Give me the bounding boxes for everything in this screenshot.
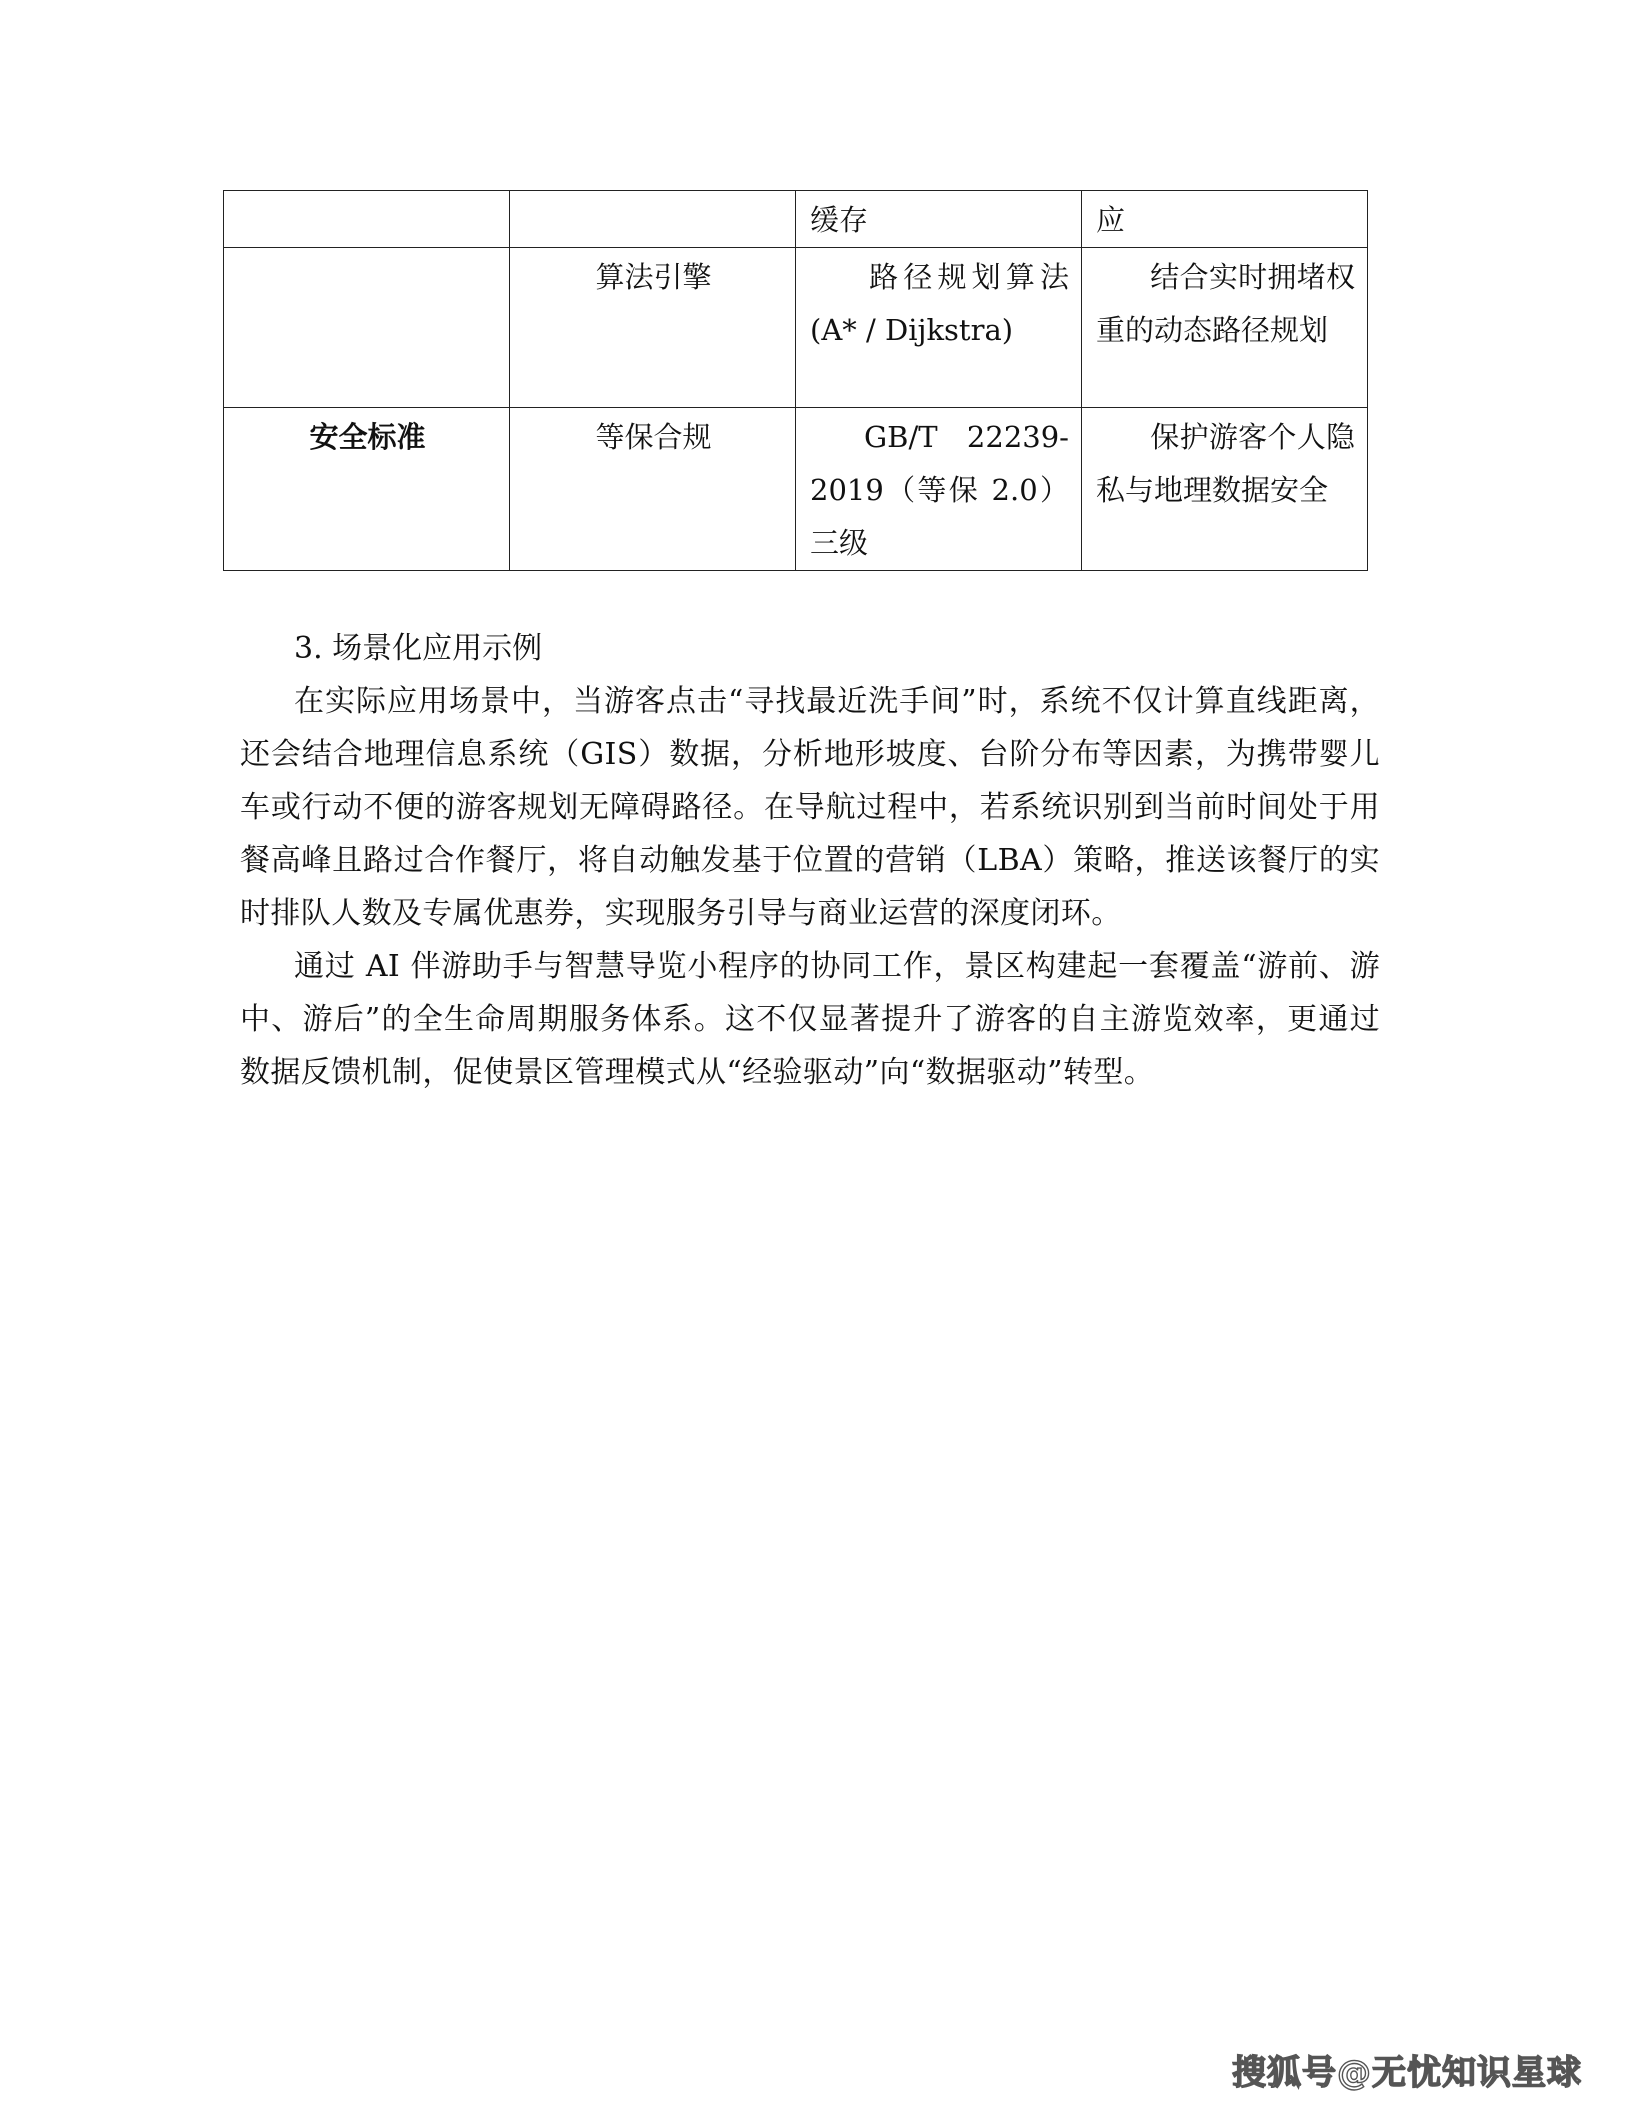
table-cell-spec-text: 路径规划算法(A* / Dijkstra) xyxy=(810,260,1069,347)
section-heading: 3. 场景化应用示例 xyxy=(294,631,543,666)
spec-table xyxy=(223,190,1368,571)
table-cell-category: 等保合规 xyxy=(510,408,796,571)
table-cell-category: 算法引擎 xyxy=(510,248,796,408)
table-cell-spec-text: GB/T 22239-2019（等保 2.0）三级 xyxy=(810,420,1069,560)
table-cell xyxy=(224,248,510,408)
table-cell: 缓存 xyxy=(796,191,1082,248)
table-cell: 应 xyxy=(1082,191,1368,248)
body-paragraph: 通过 AI 伴游助手与智慧导览小程序的协同工作，景区构建起一套覆盖“游前、游中、游后”的全生命周期服务体系。这不仅显著提升了游客的自主游览效率，更通过数据反馈机制，促使景区管理模式从“经验驱动”向“数据驱动”转型。 xyxy=(240,949,1380,1090)
body-paragraph: 在实际应用场景中，当游客点击“寻找最近洗手间”时，系统不仅计算直线距离，还会结合地理信息系统（GIS）数据，分析地形坡度、台阶分布等因素，为携带婴儿车或行动不便的游客规划无障碍路径。在导航过程中，若系统识别到当前时间处于用餐高峰且路过合作餐厅，将自动触发基于位置的营销（LBA）策略，推送该餐厅的实时排队人数及专属优惠券，实现服务引导与商业运营的深度闭环。 xyxy=(240,684,1380,931)
table-row xyxy=(224,191,1368,248)
section-scenario xyxy=(240,622,1380,1099)
watermark: 搜狐号@无忧知识星球 xyxy=(1232,2053,1582,2093)
table-cell-spec xyxy=(796,408,1082,571)
table-cell-desc-text: 结合实时拥堵权重的动态路径规划 xyxy=(1096,260,1355,347)
table-cell xyxy=(510,191,796,248)
table-cell-heading: 安全标准 xyxy=(224,408,510,571)
table-row xyxy=(224,248,1368,408)
table-cell xyxy=(224,191,510,248)
table-cell-desc xyxy=(1082,248,1368,408)
table-cell-spec xyxy=(796,248,1082,408)
table-cell-desc-text: 保护游客个人隐私与地理数据安全 xyxy=(1096,420,1355,507)
table-cell-desc xyxy=(1082,408,1368,571)
table-row xyxy=(224,408,1368,571)
